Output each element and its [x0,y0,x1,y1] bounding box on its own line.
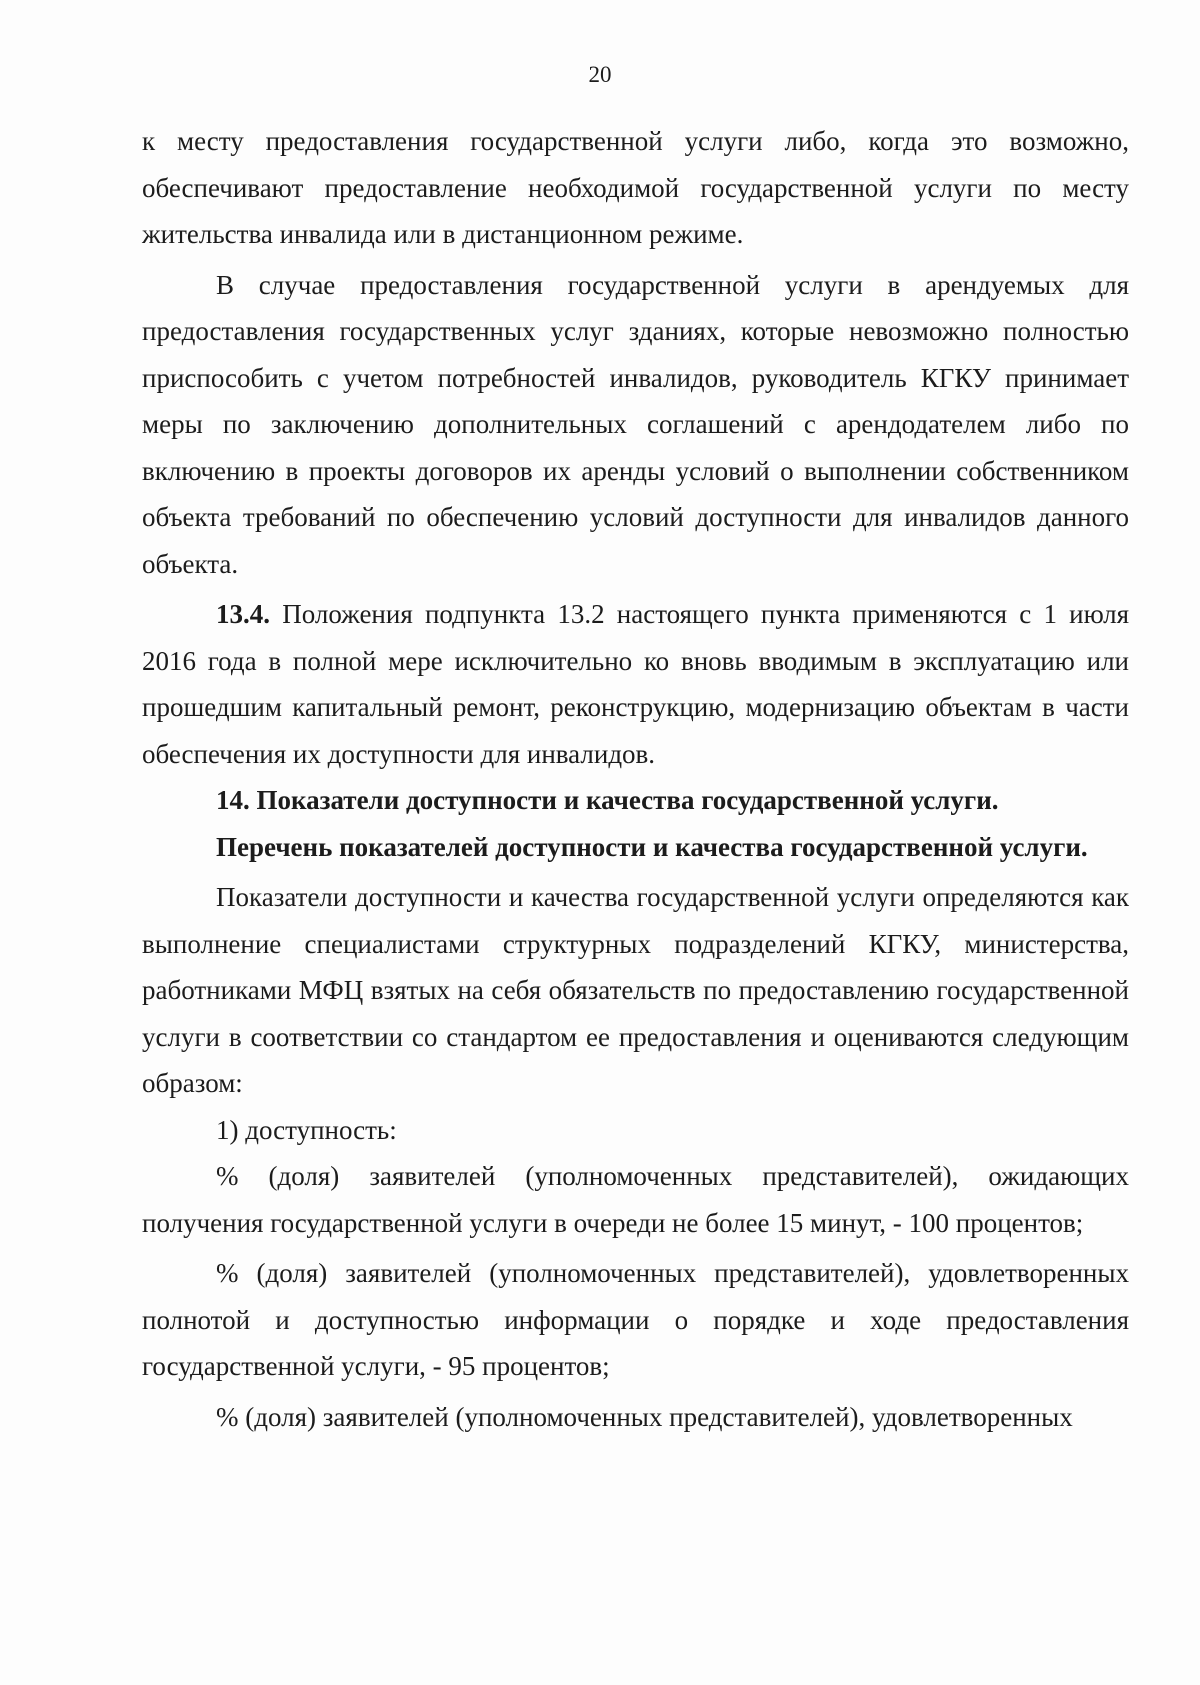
clause-text: Положения подпункта 13.2 настоящего пункта применяются с 1 июля 2016 года в полной мере исключительно ко вновь вводимым в эксплуатацию или прошедшим капитальный ремонт, реконструкцию, модернизацию объектам в части обеспечения их доступности для инвалидов. [142,599,1129,769]
page-number: 20 [588,62,612,87]
document-body [142,118,1129,1440]
section-heading-14: 14. Показатели доступности и качества государственной услуги. [216,785,999,815]
paragraph-continuation: к месту предоставления государственной услуги либо, когда это возможно, обеспечивают предоставление необходимой государственной услуги по месту жительства инвалида или в дистанционном режиме. [142,126,1129,249]
paragraph-rented-buildings: В случае предоставления государственной услуги в арендуемых для предоставления государственных услуг зданиях, которые невозможно полностью приспособить с учетом потребностей инвалидов, руководитель КГКУ принимает меры по заключению дополнительных соглашений с арендодателем либо по включению в проекты договоров их аренды условий о выполнении собственником объекта требований по обеспечению условий доступности для инвалидов данного объекта. [142,269,1129,579]
indicator-queue-time: % (доля) заявителей (уполномоченных представителей), ожидающих получения государственной услуги в очереди не более 15 минут, - 100 процентов; [142,1161,1129,1238]
paragraph-indicators: Показатели доступности и качества государственной услуги определяются как выполнение специалистами структурных подразделений КГКУ, министерства, работниками МФЦ взятых на себя обязательств по предоставлению государственной услуги в соответствии со стандартом ее предоставления и оцениваются следующим образом: [142,882,1129,1098]
section-subheading: Перечень показателей доступности и качества государственной услуги. [216,831,1088,862]
list-item-accessibility: 1) доступность: [216,1114,397,1145]
clause-number: 13.4. [216,599,270,629]
indicator-satisfaction-cont: % (доля) заявителей (уполномоченных представителей), удовлетворенных [216,1401,1073,1432]
indicator-information-satisfaction: % (доля) заявителей (уполномоченных представителей), удовлетворенных полнотой и доступностью информации о порядке и ходе предоставления государственной услуги, - 95 процентов; [142,1258,1129,1381]
paragraph-13-4 [142,591,1129,777]
